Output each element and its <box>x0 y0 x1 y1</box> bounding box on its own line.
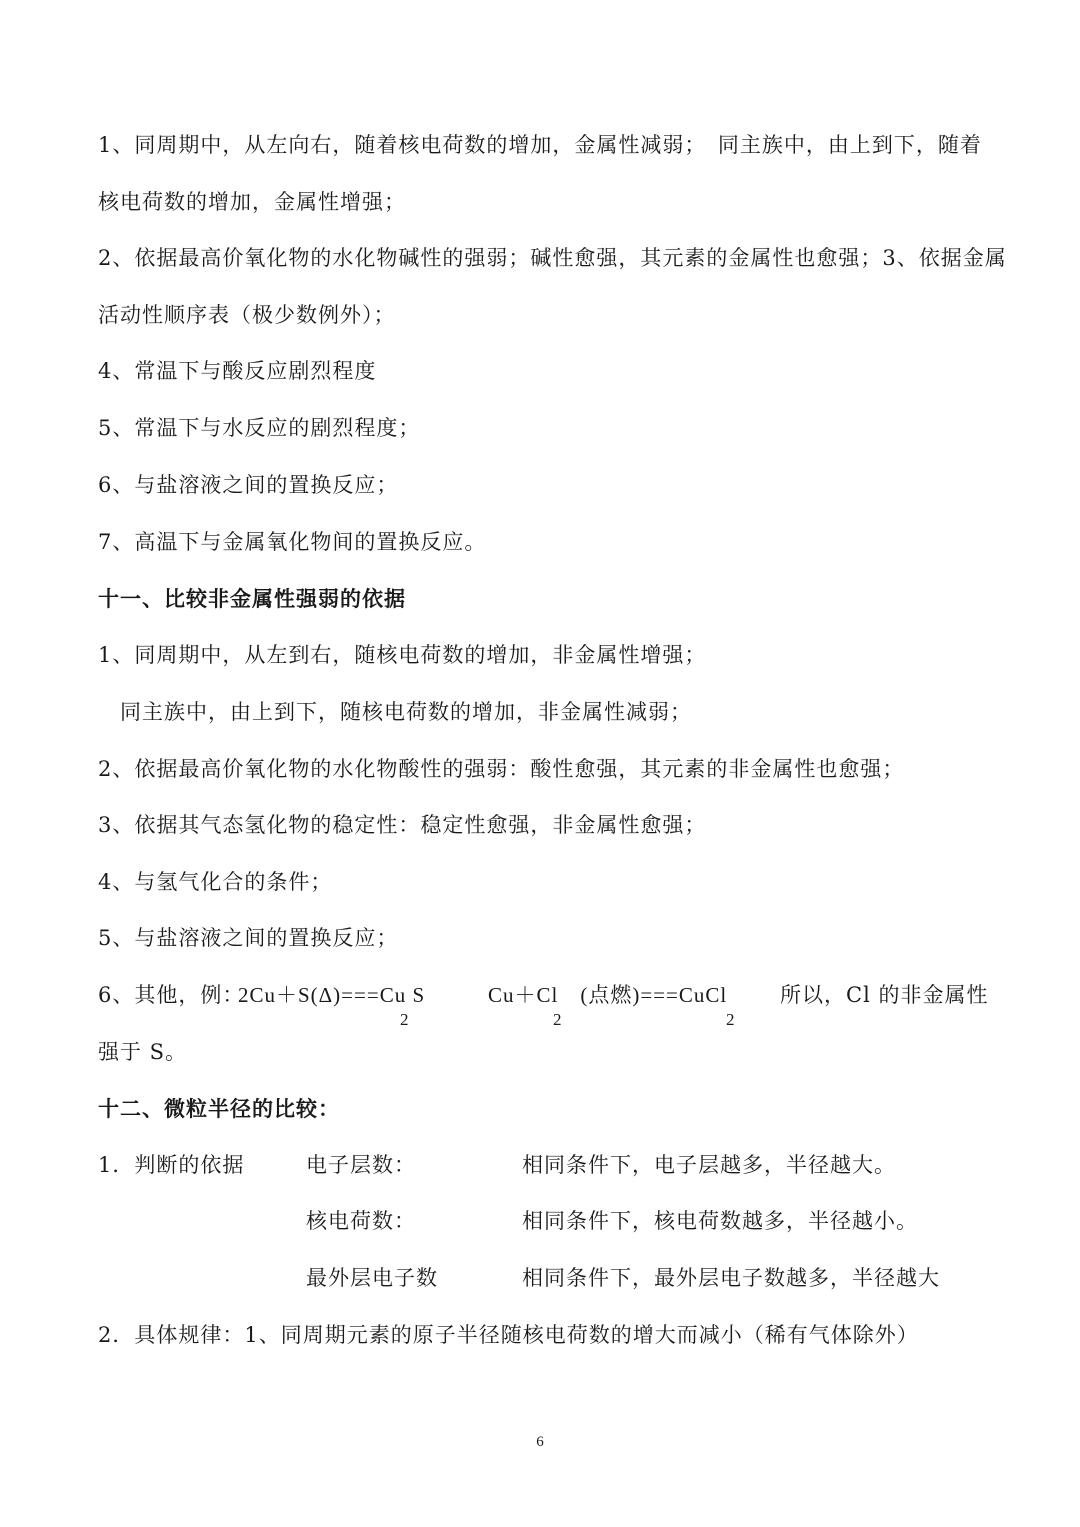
text-line: 活动性顺序表（极少数例外）； <box>98 303 396 327</box>
text-line: 3、依据其气态氢化物的稳定性：稳定性愈强，非金属性愈强； <box>98 813 707 837</box>
page-number: 6 <box>536 1434 544 1450</box>
text-line: 1、同周期中，从左向右，随着核电荷数的增加，金属性减弱； 同主族中，由上到下，随着 <box>98 133 982 157</box>
criteria-label: 1．判断的依据 <box>98 1153 245 1177</box>
equation-1: 2Cu＋S(Δ)===Cu S <box>238 983 426 1007</box>
section-heading: 十二、微粒半径的比较： <box>98 1096 340 1121</box>
text-line: 2、依据最高价氧化物的水化物碱性的强弱；碱性愈强，其元素的金属性也愈强；3、依据金属 <box>98 246 1007 270</box>
text-line: 5、与盐溶液之间的置换反应； <box>98 926 399 950</box>
text-line: 1、同周期中，从左到右，随核电荷数的增加，非金属性增强； <box>98 643 707 667</box>
equation-2-subscript-1: 2 <box>553 1010 562 1029</box>
item6-conclusion: 所以，Cl 的非金属性 <box>780 983 989 1007</box>
criteria-factor: 最外层电子数 <box>306 1266 438 1290</box>
text-line: 7、高温下与金属氧化物间的置换反应。 <box>98 530 487 554</box>
equation-2: Cu＋Cl (点燃)===CuCl <box>488 983 728 1007</box>
criteria-rule: 相同条件下，电子层越多，半径越大。 <box>522 1153 896 1177</box>
text-line: 同主族中，由上到下，随核电荷数的增加，非金属性减弱； <box>98 700 692 724</box>
text-line: 核电荷数的增加，金属性增强； <box>98 190 406 214</box>
text-line: 2．具体规律：1、同周期元素的原子半径随核电荷数的增大而减小（稀有气体除外） <box>98 1323 919 1347</box>
criteria-factor: 核电荷数： <box>306 1209 416 1233</box>
text-line: 强于 S。 <box>98 1040 188 1064</box>
equation-1-subscript: 2 <box>400 1010 409 1029</box>
text-line: 4、常温下与酸反应剧烈程度 <box>98 359 377 383</box>
text-line: 6、与盐溶液之间的置换反应； <box>98 473 399 497</box>
criteria-rule: 相同条件下，最外层电子数越多，半径越大 <box>522 1266 940 1290</box>
equation-2-subscript-2: 2 <box>726 1010 735 1029</box>
item6-lead: 6、其他，例： <box>98 983 245 1007</box>
criteria-factor: 电子层数： <box>306 1153 416 1177</box>
text-line: 4、与氢气化合的条件； <box>98 870 333 894</box>
section-heading: 十一、比较非金属性强弱的依据 <box>98 586 406 611</box>
text-line: 2、依据最高价氧化物的水化物酸性的强弱：酸性愈强，其元素的非金属性也愈强； <box>98 757 905 781</box>
criteria-rule: 相同条件下，核电荷数越多，半径越小。 <box>522 1209 918 1233</box>
text-line: 5、常温下与水反应的剧烈程度； <box>98 416 421 440</box>
